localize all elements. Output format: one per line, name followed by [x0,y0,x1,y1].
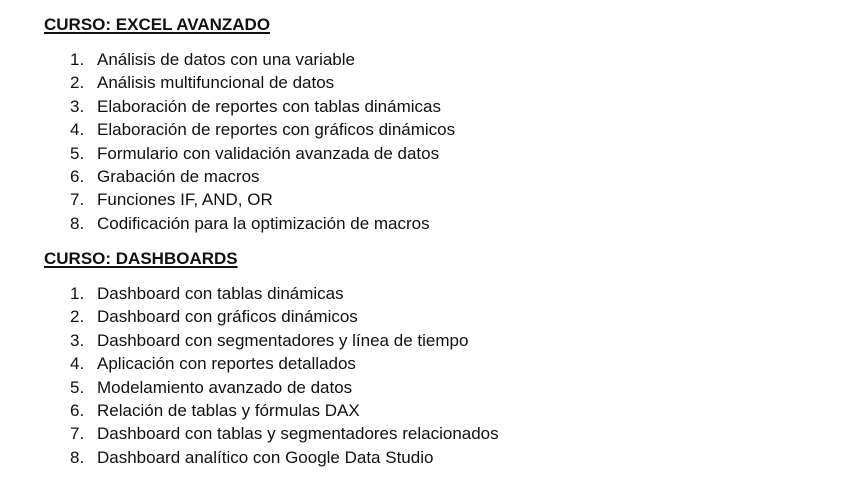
item-number: 7. [70,424,85,444]
item-text: Formulario con validación avanzada de datos [97,143,440,163]
item-number: 2. [70,73,85,93]
item-text: Aplicación con reportes detallados [97,354,356,374]
item-text: Dashboard con tablas dinámicas [97,284,344,303]
item-text: Dashboard analítico con Google Data Studio [97,447,434,467]
item-text: Elaboración de reportes con gráficos dinámicos [97,120,456,140]
item-number: 4. [70,354,85,374]
course-title-excel: CURSO: EXCEL AVANZADO [44,15,271,34]
item-number: 6. [70,166,85,186]
item-number: 5. [70,377,85,397]
item-text: Codificación para la optimización de macros [97,213,430,233]
item-number: 2. [70,307,85,327]
item-number: 5. [70,143,85,163]
item-text: Elaboración de reportes con tablas dinámicas [97,96,441,116]
item-number: 7. [70,190,85,210]
item-text: Análisis multifuncional de datos [97,73,335,93]
item-text: Dashboard con tablas y segmentadores relacionados [97,424,499,444]
item-number: 4. [70,120,85,140]
item-number: 8. [70,447,85,467]
item-text: Grabación de macros [97,166,260,186]
item-text: Modelamiento avanzado de datos [97,377,353,397]
item-number: 8. [70,213,85,233]
item-number: 3. [70,96,85,116]
item-number: 1. [70,284,85,303]
item-number: 1. [70,50,85,69]
item-number: 3. [70,330,85,350]
item-text: Dashboard con gráficos dinámicos [97,307,358,327]
item-text: Relación de tablas y fórmulas DAX [97,400,360,420]
course-title-dashboards: CURSO: DASHBOARDS [44,249,238,268]
item-number: 6. [70,400,85,420]
item-text: Funciones IF, AND, OR [97,190,273,210]
item-text: Análisis de datos con una variable [97,50,355,69]
item-text: Dashboard con segmentadores y línea de tiempo [97,330,469,350]
